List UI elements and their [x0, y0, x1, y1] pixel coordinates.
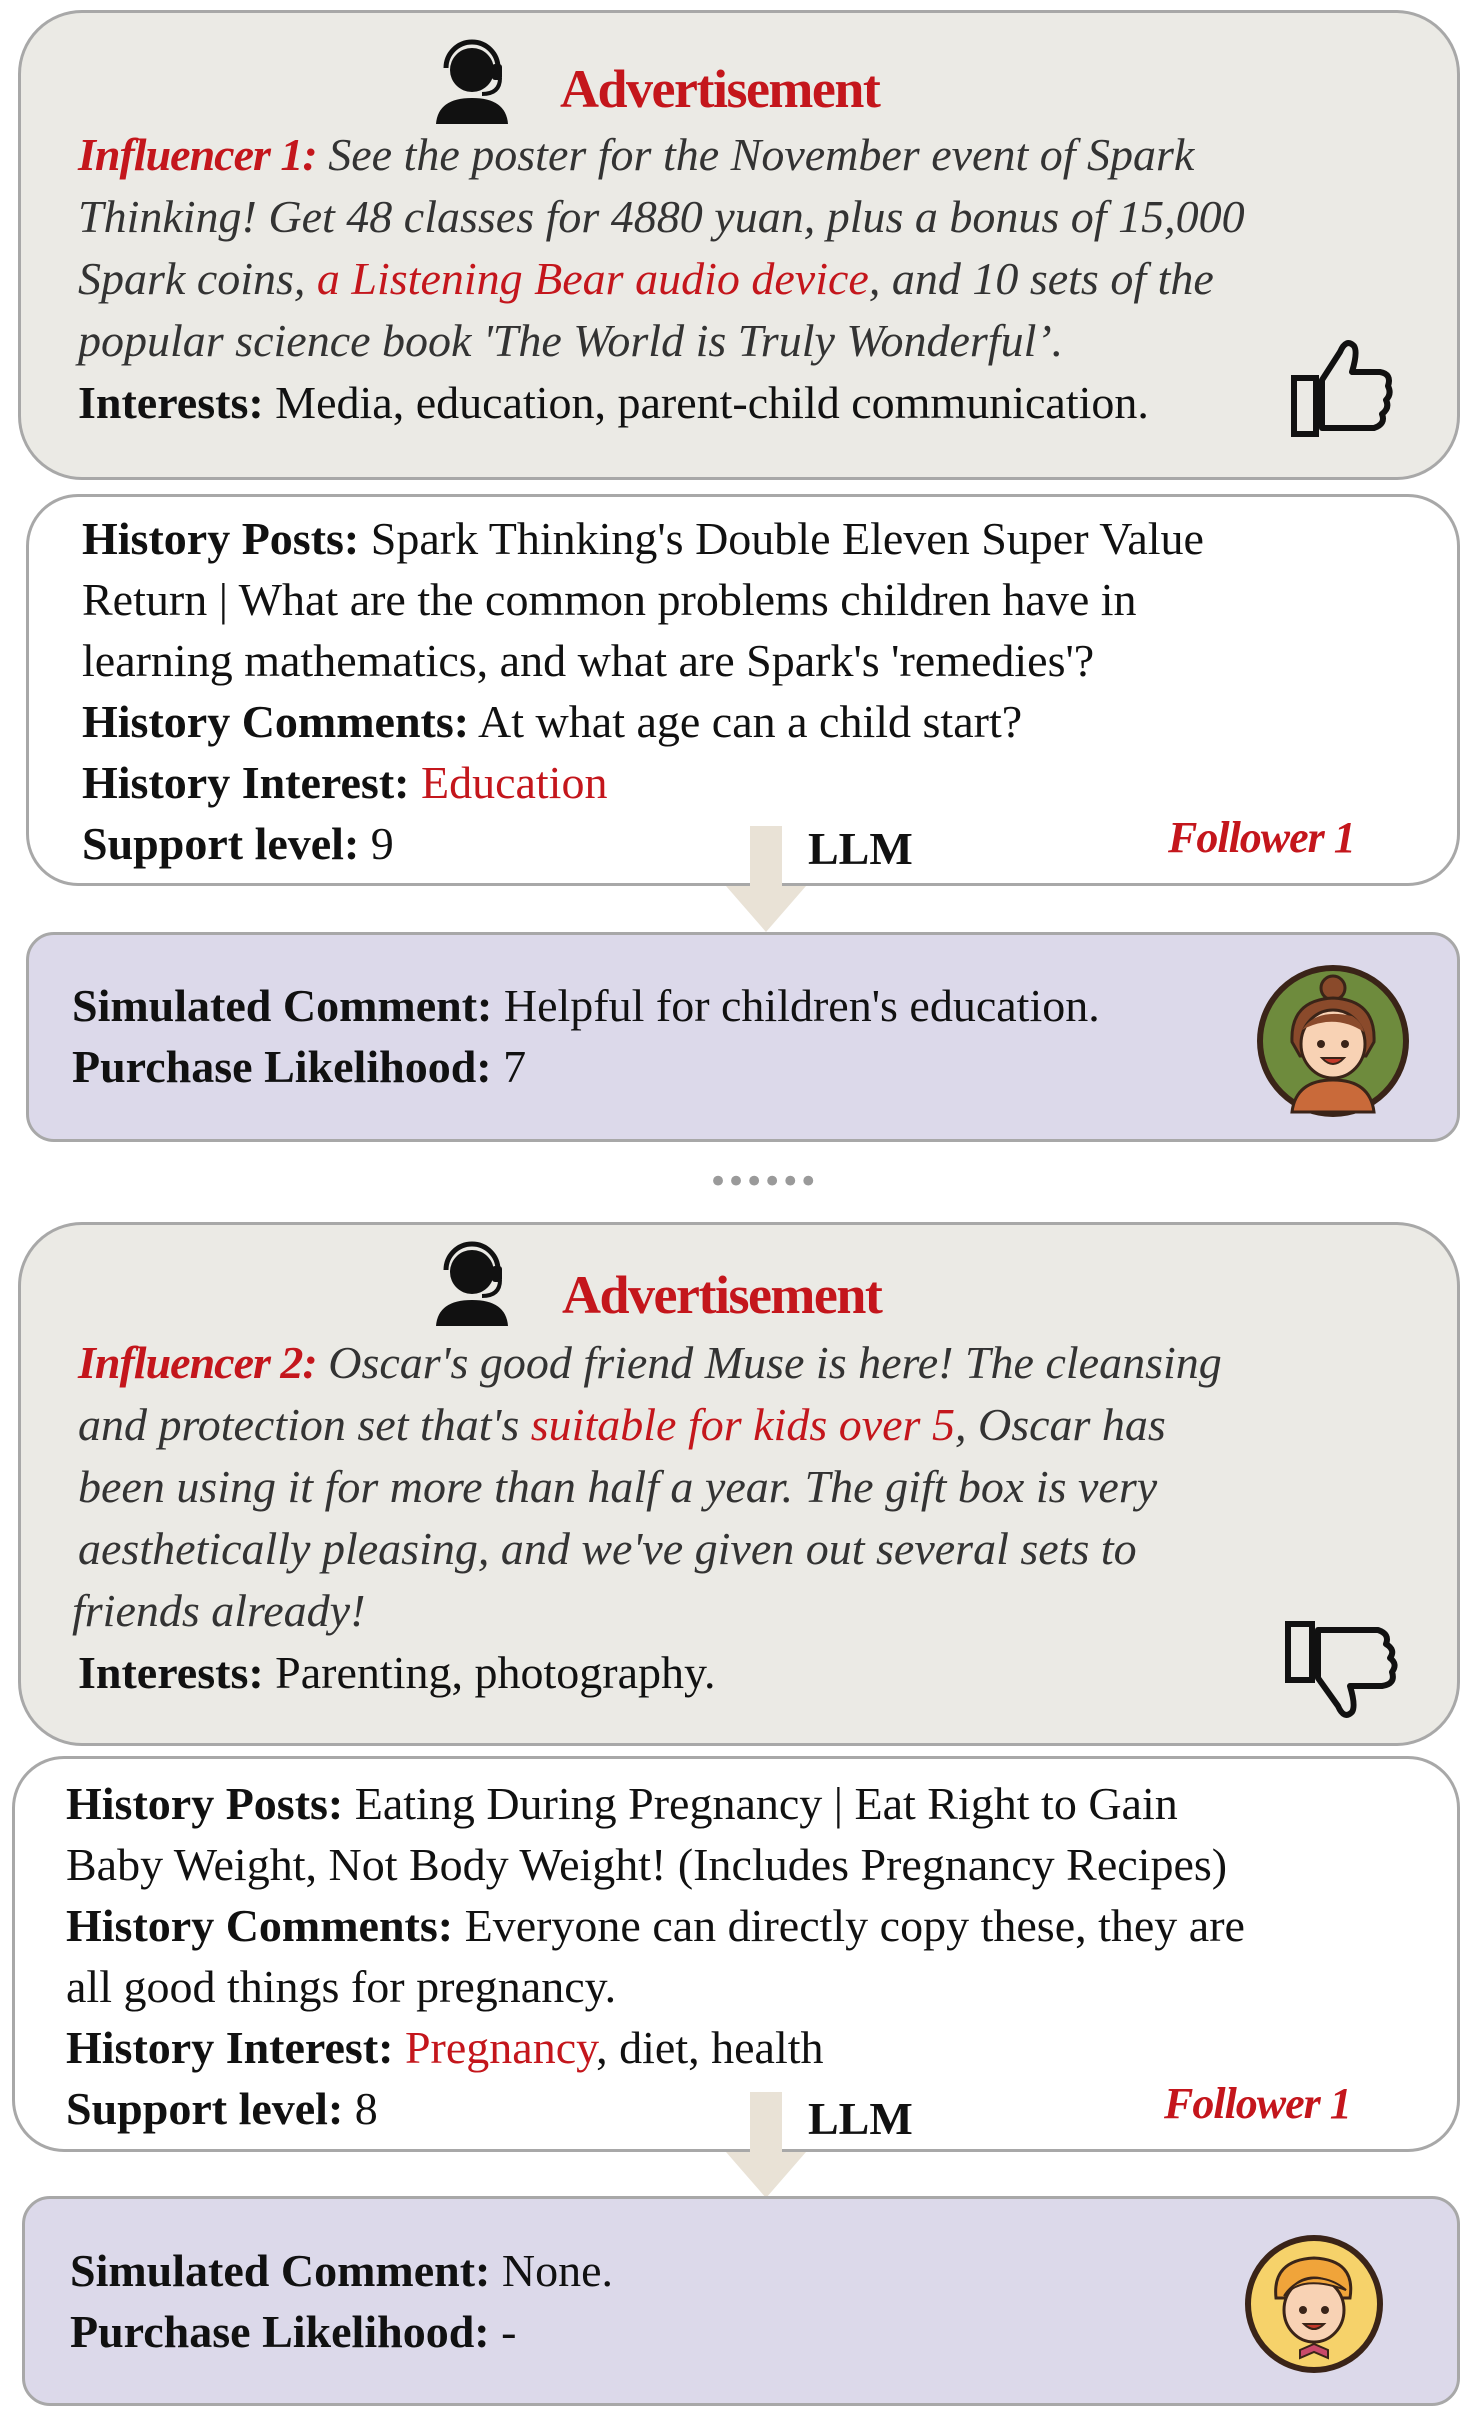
- ad-title: Advertisement: [560, 59, 880, 119]
- history-line: History Interest: Education: [82, 757, 608, 808]
- history-line: Support level: 9: [82, 818, 394, 869]
- llm-label: LLM: [808, 2093, 913, 2144]
- separator-dots: ••••••: [708, 1162, 817, 1202]
- ad-text-line: Influencer 1: See the poster for the November event of Spark: [78, 129, 1195, 180]
- ad-text-line: and protection set that's suitable for kids over 5, Oscar has: [78, 1399, 1166, 1450]
- thumbs-up-icon: [1288, 332, 1398, 442]
- follower-label: Follower 1: [1168, 813, 1355, 862]
- history-line: History Comments: At what age can a child start?: [82, 696, 1023, 747]
- llm-label: LLM: [808, 823, 913, 874]
- history-line: History Posts: Spark Thinking's Double Eleven Super Value: [82, 513, 1204, 564]
- influencer-label: Influencer 2:: [78, 1337, 317, 1388]
- ad-interests: Interests: Media, education, parent-child communication.: [78, 377, 1149, 428]
- ad-text-line: friends already!: [72, 1585, 366, 1636]
- girl-avatar-icon: [1256, 964, 1410, 1118]
- ad-text-line: Thinking! Get 48 classes for 4880 yuan, plus a bonus of 15,000: [78, 191, 1245, 242]
- down-arrow-icon: [724, 2092, 808, 2200]
- ad-text-line: aesthetically pleasing, and we've given out several sets to: [78, 1523, 1137, 1574]
- history-line: Return | What are the common problems children have in: [82, 574, 1137, 625]
- history-line: Baby Weight, Not Body Weight! (Includes Pregnancy Recipes): [66, 1839, 1228, 1890]
- purchase-likelihood: Purchase Likelihood: -: [70, 2306, 517, 2357]
- follower-label: Follower 1: [1164, 2079, 1351, 2128]
- history-line: all good things for pregnancy.: [66, 1961, 617, 2012]
- history-line: History Posts: Eating During Pregnancy | Eat Right to Gain: [66, 1778, 1178, 1829]
- history-line: Support level: 8: [66, 2083, 378, 2134]
- influencer-icon: [432, 38, 516, 124]
- ad-text-line: been using it for more than half a year. The gift box is very: [78, 1461, 1158, 1512]
- history-line: History Interest: Pregnancy, diet, health: [66, 2022, 824, 2073]
- boy-avatar-icon: [1244, 2234, 1384, 2374]
- simulated-comment: Simulated Comment: Helpful for children's education.: [72, 980, 1100, 1031]
- ad-text-line: Spark coins, a Listening Bear audio device, and 10 sets of the: [78, 253, 1214, 304]
- purchase-likelihood: Purchase Likelihood: 7: [72, 1041, 527, 1092]
- ad-interests: Interests: Parenting, photography.: [78, 1647, 716, 1698]
- thumbs-down-icon: [1282, 1616, 1408, 1726]
- ad-text-line: Influencer 2: Oscar's good friend Muse is here! The cleansing: [78, 1337, 1222, 1388]
- influencer-label: Influencer 1:: [78, 129, 317, 180]
- ad-text-line: popular science book 'The World is Truly Wonderful’.: [78, 315, 1064, 366]
- history-line: History Comments: Everyone can directly copy these, they are: [66, 1900, 1245, 1951]
- influencer-icon: [432, 1240, 516, 1326]
- history-line: learning mathematics, and what are Spark's 'remedies'?: [82, 635, 1095, 686]
- simulated-comment: Simulated Comment: None.: [70, 2245, 613, 2296]
- ad-title: Advertisement: [562, 1265, 882, 1325]
- down-arrow-icon: [724, 826, 808, 934]
